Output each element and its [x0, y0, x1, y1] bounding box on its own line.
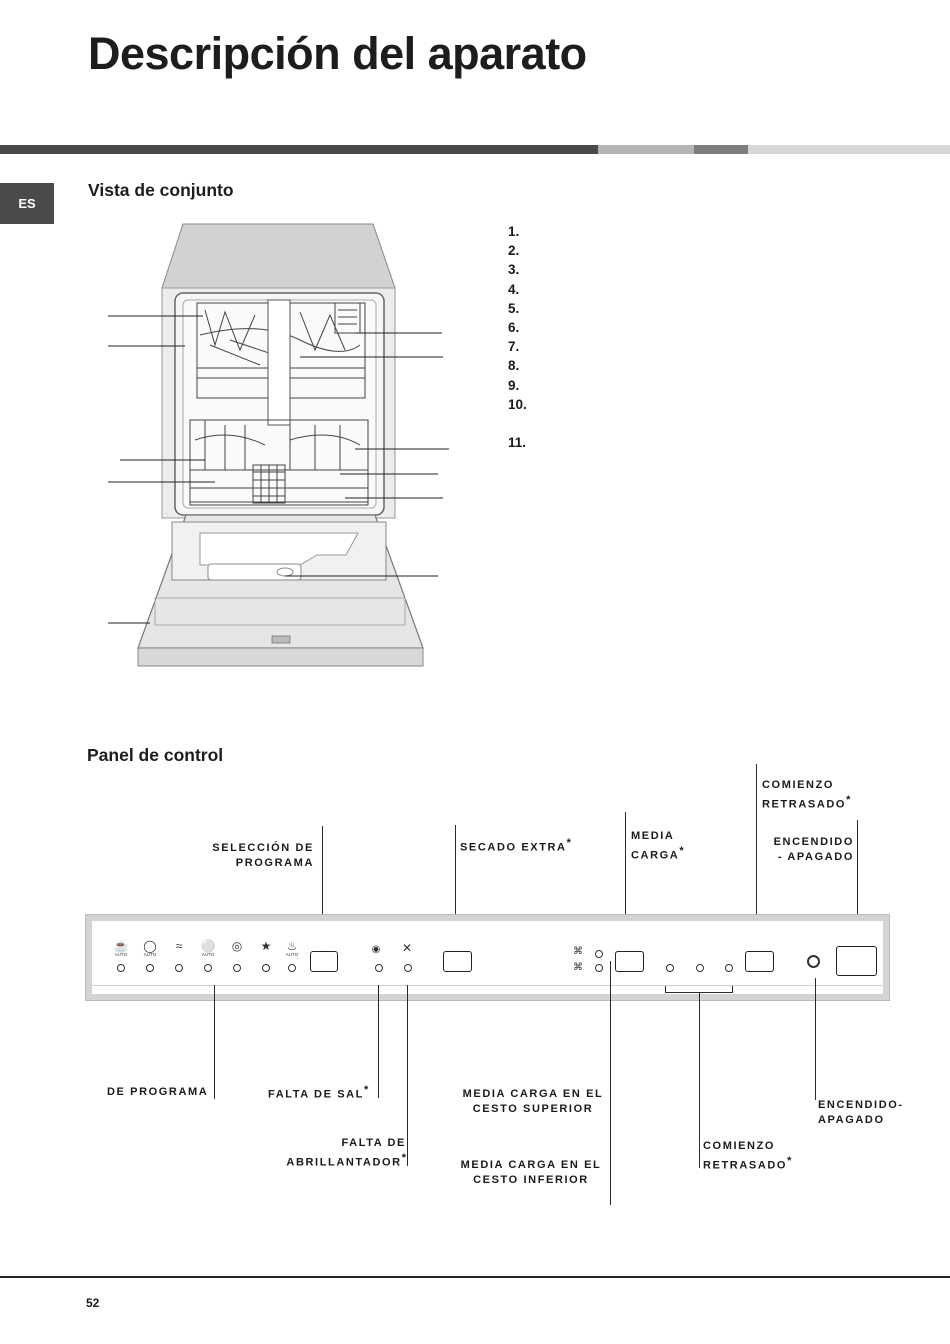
- delay-start-button[interactable]: [745, 951, 774, 972]
- label-encendido-apagado-bottom: [818, 1098, 904, 1127]
- label-line: APAGADO: [818, 1113, 885, 1126]
- panel-divider: [92, 985, 883, 986]
- label-media-carga-inferior: [455, 1158, 607, 1187]
- label-line: MEDIA: [631, 830, 675, 842]
- delay-bracket: [732, 986, 733, 993]
- header-bar-mid: [598, 145, 694, 154]
- header-bar-darker: [694, 145, 748, 154]
- delay-bracket: [665, 986, 666, 993]
- list-item: 11.: [508, 434, 527, 450]
- page-number: 52: [86, 1296, 100, 1310]
- casserole-icon: ◯ AUTO: [141, 940, 159, 957]
- leader-line: [214, 985, 215, 1099]
- program-select-button[interactable]: [310, 951, 338, 972]
- pan-icon: ♨ AUTO: [283, 940, 301, 957]
- label-media-carga: [631, 829, 684, 863]
- icon-caption: AUTO: [285, 952, 299, 957]
- program-led: [288, 964, 296, 972]
- cups-icon: ★: [260, 939, 272, 953]
- icon-caption: AUTO: [143, 952, 157, 957]
- leader-line: [815, 978, 816, 1100]
- delay-led: [666, 964, 674, 972]
- label-secado-extra: [460, 836, 571, 855]
- label-comienzo-retrasado-bottom: [703, 1139, 791, 1173]
- half-load-button[interactable]: [615, 951, 644, 972]
- list-item: 3.: [508, 262, 520, 278]
- overview-heading: Vista de conjunto: [88, 180, 234, 200]
- label-line: RETRASADO: [762, 798, 847, 811]
- icon-caption: AUTO: [201, 952, 215, 957]
- rinse-icon: ≈: [175, 939, 183, 953]
- label-comienzo-retrasado-top: [762, 778, 850, 812]
- program-led: [175, 964, 183, 972]
- label-line: COMIENZO: [703, 1140, 776, 1152]
- label-line: MEDIA CARGA EN EL: [460, 1159, 602, 1171]
- asterisk: *: [364, 1084, 369, 1096]
- label-line: COMIENZO: [762, 779, 835, 791]
- label-line: FALTA DE SAL: [268, 1088, 364, 1101]
- label-line: SELECCIÓN DE: [212, 842, 314, 854]
- rinse-aid-icon: ✕: [401, 941, 413, 955]
- program-led: [204, 964, 212, 972]
- dishwasher-illustration: [100, 220, 460, 675]
- header-bar-dark: [0, 145, 598, 154]
- icon-caption: AUTO: [114, 952, 128, 957]
- program-led: [117, 964, 125, 972]
- label-seleccion-programa: [190, 841, 314, 870]
- footer-rule: [0, 1276, 950, 1278]
- program-led: [233, 964, 241, 972]
- glass-icon: ⚪ AUTO: [200, 939, 216, 957]
- label-encendido-apagado-top: [760, 835, 854, 864]
- asterisk: *: [846, 793, 851, 806]
- list-item: 4.: [508, 281, 520, 297]
- half-load-upper-icon: ⌘: [573, 946, 583, 957]
- salt-warning-led: [375, 964, 383, 972]
- label-de-programa: DE PROGRAMA: [107, 1086, 209, 1098]
- control-panel-heading: Panel de control: [87, 745, 224, 765]
- list-item: 7.: [508, 339, 520, 355]
- list-item: 2.: [508, 243, 520, 259]
- label-line: ABRILLANTADOR: [286, 1156, 402, 1169]
- list-item: 10.: [508, 396, 527, 412]
- program-led: [262, 964, 270, 972]
- half-load-lower-led: [595, 964, 603, 972]
- page-title: Descripción del aparato: [88, 28, 587, 79]
- leader-line: [378, 985, 379, 1098]
- parts-number-list: [508, 222, 527, 452]
- label-media-carga-superior: [458, 1087, 608, 1116]
- asterisk: *: [401, 1151, 406, 1164]
- header-bar-light: [748, 145, 950, 154]
- language-tab: ES: [0, 183, 54, 224]
- half-load-lower-icon: ⌘: [573, 962, 583, 973]
- label-line: SECADO EXTRA: [460, 841, 567, 854]
- leader-line: [610, 961, 611, 1205]
- label-line: - APAGADO: [777, 850, 854, 863]
- label-line: CESTO INFERIOR: [473, 1173, 589, 1186]
- list-item: 6.: [508, 319, 520, 335]
- label-line: PROGRAMA: [235, 856, 314, 869]
- leader-line: [407, 985, 408, 1166]
- pot-icon: ☕ AUTO: [113, 939, 129, 957]
- power-button[interactable]: [836, 946, 877, 976]
- label-line: FALTA DE: [341, 1137, 406, 1149]
- leader-line: [699, 993, 700, 1168]
- half-load-upper-led: [595, 950, 603, 958]
- delay-led: [725, 964, 733, 972]
- label-falta-de-abrillantador: [270, 1136, 406, 1170]
- label-line: ENCENDIDO-: [818, 1099, 904, 1111]
- list-item: 1.: [508, 224, 520, 239]
- label-line: CESTO SUPERIOR: [472, 1102, 594, 1115]
- label-falta-de-sal: [268, 1083, 368, 1102]
- rinse-aid-warning-led: [404, 964, 412, 972]
- asterisk: *: [679, 844, 684, 857]
- power-led: [807, 955, 820, 968]
- program-led: [146, 964, 154, 972]
- asterisk: *: [787, 1154, 792, 1167]
- salt-icon: ◉: [371, 944, 381, 955]
- eco-icon: ◎: [231, 939, 243, 953]
- label-line: RETRASADO: [703, 1159, 788, 1172]
- delay-led: [696, 964, 704, 972]
- label-line: ENCENDIDO: [773, 836, 854, 848]
- label-line: CARGA: [631, 849, 680, 862]
- list-item: 8.: [508, 358, 520, 374]
- asterisk: *: [566, 837, 571, 849]
- label-line: MEDIA CARGA EN EL: [462, 1088, 604, 1100]
- extra-dry-button[interactable]: [443, 951, 472, 972]
- list-item: 9.: [508, 377, 520, 393]
- list-item: 5.: [508, 300, 520, 316]
